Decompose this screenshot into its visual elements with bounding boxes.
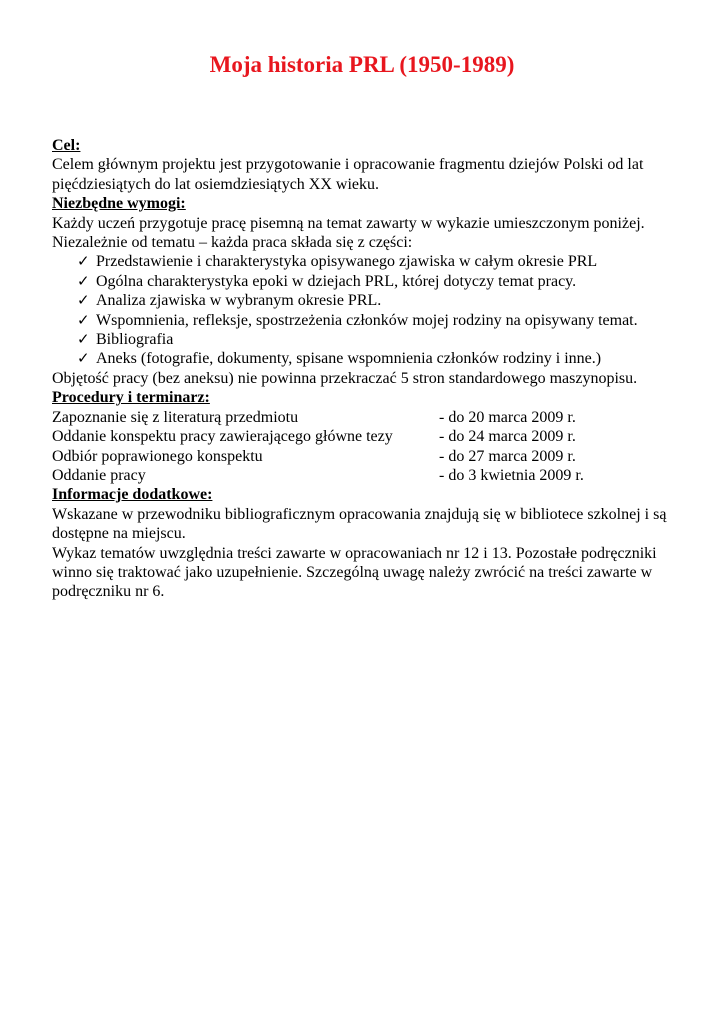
list-item-text: Analiza zjawiska w wybranym okresie PRL. bbox=[96, 292, 382, 310]
schedule-deadline: - do 20 marca 2009 r. bbox=[439, 408, 576, 426]
schedule-row bbox=[52, 447, 692, 466]
list-item bbox=[77, 349, 692, 368]
schedule-row bbox=[52, 427, 692, 446]
additional-text-1: Wskazane w przewodniku bibliograficznym opracowania znajdują się w bibliotece szkolnej i są dostępne na miejscu. bbox=[52, 505, 667, 543]
list-item-text: Bibliografia bbox=[96, 331, 174, 349]
document-body bbox=[52, 136, 692, 602]
check-icon: ✓ bbox=[77, 310, 90, 329]
document-title: Moja historia PRL (1950-1989) bbox=[209, 52, 515, 77]
requirements-text-3: Objętość pracy (bez aneksu) nie powinna przekraczać 5 stron standardowego maszynopisu. bbox=[52, 369, 638, 387]
check-icon: ✓ bbox=[77, 330, 90, 349]
list-item-text: Ogólna charakterystyka epoki w dziejach PRL, której dotyczy temat pracy. bbox=[96, 272, 577, 290]
schedule-heading: Procedury i terminarz: bbox=[52, 389, 210, 407]
schedule-task: Oddanie pracy bbox=[52, 466, 146, 484]
check-icon: ✓ bbox=[77, 252, 90, 271]
schedule-deadline: - do 27 marca 2009 r. bbox=[439, 447, 576, 465]
list-item-text: Wspomnienia, refleksje, spostrzeżenia członków mojej rodziny na opisywany temat. bbox=[96, 311, 638, 329]
list-item bbox=[77, 291, 692, 310]
check-icon: ✓ bbox=[77, 349, 90, 368]
schedule-task: Odbiór poprawionego konspektu bbox=[52, 447, 263, 465]
requirements-checklist bbox=[52, 252, 692, 368]
goal-text: Celem głównym projektu jest przygotowanie i opracowanie fragmentu dziejów Polski od lat pięćdziesiątych do lat osiemdziesiątych XX wieku. bbox=[52, 156, 644, 193]
additional-text-2: Wykaz tematów uwzględnia treści zawarte w opracowaniach nr 12 i 13. Pozostałe podręczniki winno się traktować jako uzupełnienie. Szczególną uwagę należy zwrócić na treści zawarte w podręczniku nr 6. bbox=[52, 544, 657, 601]
check-icon: ✓ bbox=[77, 271, 90, 290]
schedule-task: Oddanie konspektu pracy zawierającego główne tezy bbox=[52, 428, 393, 446]
requirements-text-1: Każdy uczeń przygotuje pracę pisemną na temat zawarty w wykazie umieszczonym poniżej. bbox=[52, 214, 645, 232]
list-item bbox=[77, 252, 692, 271]
list-item-text: Aneks (fotografie, dokumenty, spisane wspomnienia członków rodziny i inne.) bbox=[96, 350, 602, 368]
list-item bbox=[77, 311, 692, 330]
requirements-text-2: Niezależnie od tematu – każda praca składa się z części: bbox=[52, 234, 413, 252]
schedule-row bbox=[52, 408, 692, 427]
requirements-heading: Niezbędne wymogi: bbox=[52, 195, 186, 213]
schedule-deadline: - do 3 kwietnia 2009 r. bbox=[439, 466, 584, 484]
list-item bbox=[77, 330, 692, 349]
list-item-text: Przedstawienie i charakterystyka opisywanego zjawiska w całym okresie PRL bbox=[96, 253, 598, 271]
list-item bbox=[77, 272, 692, 291]
check-icon: ✓ bbox=[77, 291, 90, 310]
additional-heading: Informacje dodatkowe: bbox=[52, 486, 213, 504]
schedule-task: Zapoznanie się z literaturą przedmiotu bbox=[52, 408, 299, 426]
schedule-row bbox=[52, 466, 692, 485]
schedule-deadline: - do 24 marca 2009 r. bbox=[439, 428, 576, 446]
goal-heading: Cel: bbox=[52, 137, 81, 154]
